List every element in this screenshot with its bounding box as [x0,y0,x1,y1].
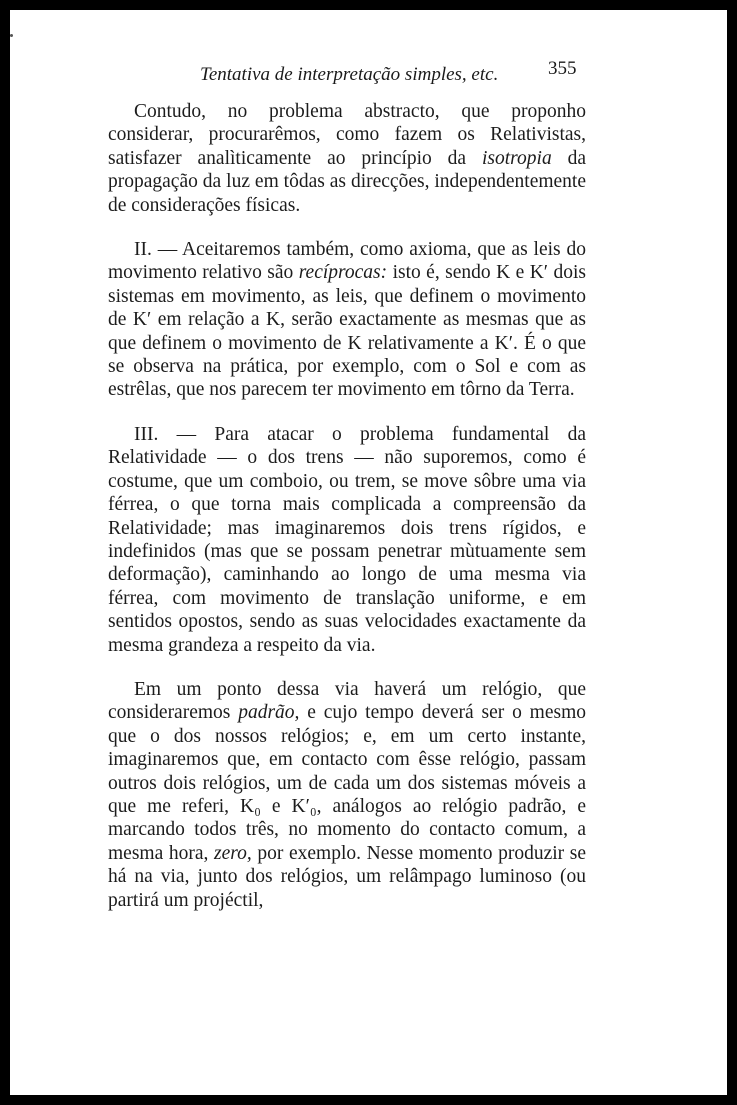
paragraph-4-text-a: Em um ponto dessa via haverá um relógio, que consideraremos [108,678,586,724]
paragraph-1 [108,100,586,217]
paragraph-3-text-a: III. — Para atacar o problema fundamental da Relatividade — o dos trens — não suporemos, como é costume, que um comboio, ou trem, se move sôbre uma via férrea, o que torna mais complicada a compreensão da Relatividade; mas imaginaremos dois trens rígidos, e indefinidos (mas que se possam penetrar mùtuamente sem deformação), caminhando ao longo de uma mesma via férrea, com movimento de translação uniforme, e em sentidos opostos, sendo as suas velocidades exactamente da mesma grandeza a respeito da via. [108,423,586,656]
paragraph-4 [108,678,586,912]
body-text [108,100,586,912]
paper-speck [10,34,13,37]
paragraph-4-emphasis-zero: zero, [214,842,252,864]
paragraph-2-text-c: isto é, sendo K e K′ dois sistemas em movimento, as leis, que definem o movimento de K′ em relação a K, serão exactamente as mesmas que as que definem o movimento de K relativamente a K′. É o que se observa na prática, por exemplo, com o Sol e com as estrêlas, que nos parecem ter movimento em tôrno da Terra. [108,262,586,401]
running-title: Tentativa de interpretação simples, etc. [200,64,499,85]
paragraph-1-text-a: Contudo, no problema abstracto, que proponho considerar, procurarêmos, como fazem os Relativistas, satisfazer analìticamente ao princípio da [108,101,586,169]
paragraph-4-emphasis-padrao: padrão, [238,702,300,724]
paragraph-4-text-e: por exemplo. Nesse momento produzir se há na via, junto dos relógios, um relâmpago luminoso (ou partirá um projéctil, [108,842,586,911]
document-page [10,10,727,1095]
paragraph-2 [108,238,586,402]
paragraph-1-emphasis: isotropia [481,147,552,169]
page-number: 355 [548,58,577,79]
page-header [10,58,727,94]
paragraph-4-text-c: e cujo tempo deverá ser o mesmo que o dos nossos relógios; e, em um certo instante, imaginaremos que, em contacto com êsse relógio, passam outros dois relógios, um de cada um dos sistemas móveis a que me referi, K₀ e K′₀, análogos ao relógio padrão, e marcando todos três, no momento do contacto comum, a mesma hora, [108,702,586,864]
paragraph-1-text-c: da propagação da luz em tôdas as direcções, independentemente de considerações físicas. [108,147,586,216]
paragraph-2-text-a: II. — Aceitaremos também, como axioma, que as leis do movimento relativo são [108,239,586,284]
paragraph-2-emphasis: recíprocas: [298,262,388,284]
paragraph-3 [108,423,586,657]
